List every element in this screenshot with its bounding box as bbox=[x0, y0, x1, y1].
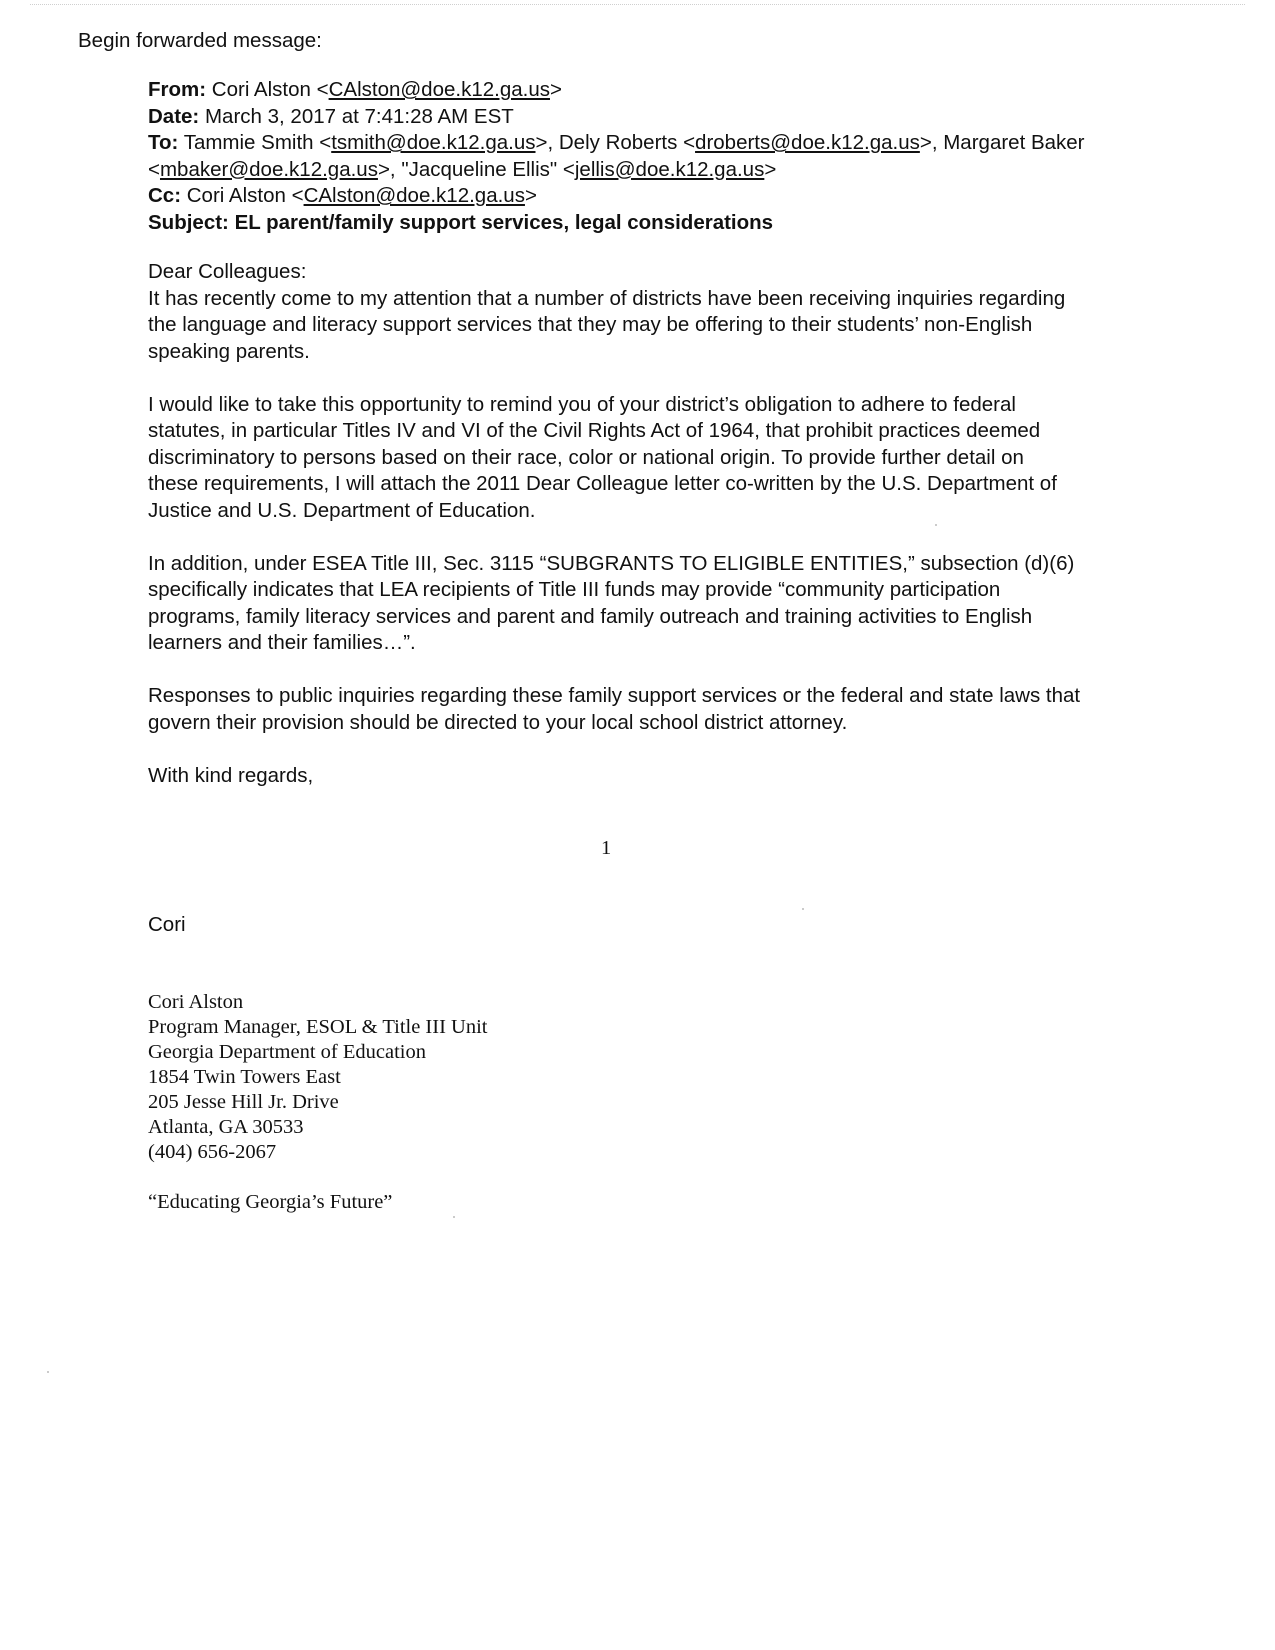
scan-speck bbox=[453, 1216, 455, 1218]
from-label: From: bbox=[148, 78, 207, 101]
to-label: To: bbox=[148, 131, 179, 154]
forwarded-intro: Begin forwarded message: bbox=[78, 29, 322, 52]
body-line: govern their provision should be directed to your local school district attorney. bbox=[148, 710, 848, 734]
to-recipient-email-link[interactable]: mbaker@doe.k12.ga.us bbox=[159, 157, 378, 181]
signature-title: Program Manager, ESOL & Title III Unit bbox=[148, 1016, 488, 1038]
signature-org: Georgia Department of Education bbox=[148, 1041, 426, 1063]
paragraph-1 bbox=[148, 286, 1148, 366]
signature-address-2: 205 Jesse Hill Jr. Drive bbox=[148, 1091, 339, 1113]
to-recipient-name: Margaret Baker bbox=[943, 131, 1085, 154]
from-line: From: Cori Alston <CAlston@doe.k12.ga.us> bbox=[148, 78, 562, 101]
body-line: In addition, under ESEA Title III, Sec. 3115 “SUBGRANTS TO ELIGIBLE ENTITIES,” subsection (d)(6) bbox=[148, 551, 1075, 575]
body-line: statutes, in particular Titles IV and VI of the Civil Rights Act of 1964, that prohibit practices deemed bbox=[148, 419, 1041, 442]
body-line: speaking parents. bbox=[148, 339, 310, 363]
date-value: March 3, 2017 at 7:41:28 AM EST bbox=[204, 104, 514, 128]
to-line-2: <mbaker@doe.k12.ga.us>, "Jacqueline Ellis" <jellis@doe.k12.ga.us> bbox=[148, 157, 777, 181]
scan-speck bbox=[47, 1371, 49, 1373]
body-line: Justice and U.S. Department of Education. bbox=[148, 498, 536, 522]
message-body bbox=[148, 259, 1148, 789]
date-label: Date: bbox=[148, 104, 200, 128]
signature-city: Atlanta, GA 30533 bbox=[148, 1116, 304, 1138]
to-recipient-name: "Jacqueline Ellis" bbox=[401, 157, 558, 181]
cc-label: Cc: bbox=[148, 184, 182, 207]
subject-value: EL parent/family support services, legal considerations bbox=[234, 210, 774, 234]
body-line: I would like to take this opportunity to remind you of your district’s obligation to adhere to federal bbox=[148, 392, 1016, 416]
paragraph-4 bbox=[148, 683, 1148, 736]
to-recipient-email-link[interactable]: droberts@doe.k12.ga.us bbox=[695, 131, 920, 154]
to-recipient-name: Dely Roberts bbox=[558, 131, 678, 154]
body-line: specifically indicates that LEA recipients of Title III funds may provide “community participation bbox=[148, 578, 1001, 601]
signature-name: Cori Alston bbox=[148, 991, 244, 1013]
body-line: learners and their families…”. bbox=[148, 631, 416, 654]
signature-block bbox=[148, 990, 487, 1215]
cc-email-link[interactable]: CAlston@doe.k12.ga.us bbox=[303, 184, 525, 207]
closing: With kind regards, bbox=[148, 763, 314, 787]
to-recipient-email-link[interactable]: jellis@doe.k12.ga.us bbox=[574, 157, 765, 181]
scan-speck bbox=[802, 908, 804, 910]
body-line: the language and literacy support services that they may be offering to their students’ non-English bbox=[148, 313, 1033, 336]
to-recipient-name: Tammie Smith bbox=[183, 131, 314, 154]
from-email-link[interactable]: CAlston@doe.k12.ga.us bbox=[328, 78, 550, 101]
body-line: these requirements, I will attach the 2011 Dear Colleague letter co-written by the U.S. Department of bbox=[148, 472, 1057, 495]
to-recipient-email-link[interactable]: tsmith@doe.k12.ga.us bbox=[331, 131, 536, 154]
email-header bbox=[148, 77, 1148, 236]
subject-line bbox=[148, 210, 1148, 237]
paragraph-2 bbox=[148, 392, 1148, 525]
signature-address-1: 1854 Twin Towers East bbox=[148, 1066, 341, 1088]
signature-phone: (404) 656-2067 bbox=[148, 1141, 277, 1163]
scan-edge-line bbox=[30, 4, 1245, 6]
signature-motto: “Educating Georgia’s Future” bbox=[148, 1191, 393, 1213]
to-line-1: To: Tammie Smith <tsmith@doe.k12.ga.us>, Dely Roberts <droberts@doe.k12.ga.us>, Margaret Baker bbox=[148, 131, 1085, 154]
cc-name: Cori Alston bbox=[186, 184, 286, 207]
date-line bbox=[148, 104, 1148, 131]
body-line: discriminatory to persons based on their race, color or national origin. To provide further detail on bbox=[148, 445, 1024, 469]
body-line: Responses to public inquiries regarding these family support services or the federal and state laws that bbox=[148, 684, 1081, 707]
paragraph-3 bbox=[148, 551, 1148, 657]
cc-line: Cc: Cori Alston <CAlston@doe.k12.ga.us> bbox=[148, 184, 537, 207]
greeting: Dear Colleagues: bbox=[148, 260, 307, 283]
scan-speck bbox=[935, 524, 937, 526]
body-line: It has recently come to my attention that a number of districts have been receiving inquiries regarding bbox=[148, 286, 1066, 310]
from-name: Cori Alston bbox=[211, 78, 311, 101]
subject-label: Subject: bbox=[148, 210, 229, 234]
signature-short-name: Cori bbox=[148, 913, 186, 936]
page-number: 1 bbox=[601, 837, 612, 859]
body-line: programs, family literacy services and parent and family outreach and training activities to English bbox=[148, 604, 1033, 628]
